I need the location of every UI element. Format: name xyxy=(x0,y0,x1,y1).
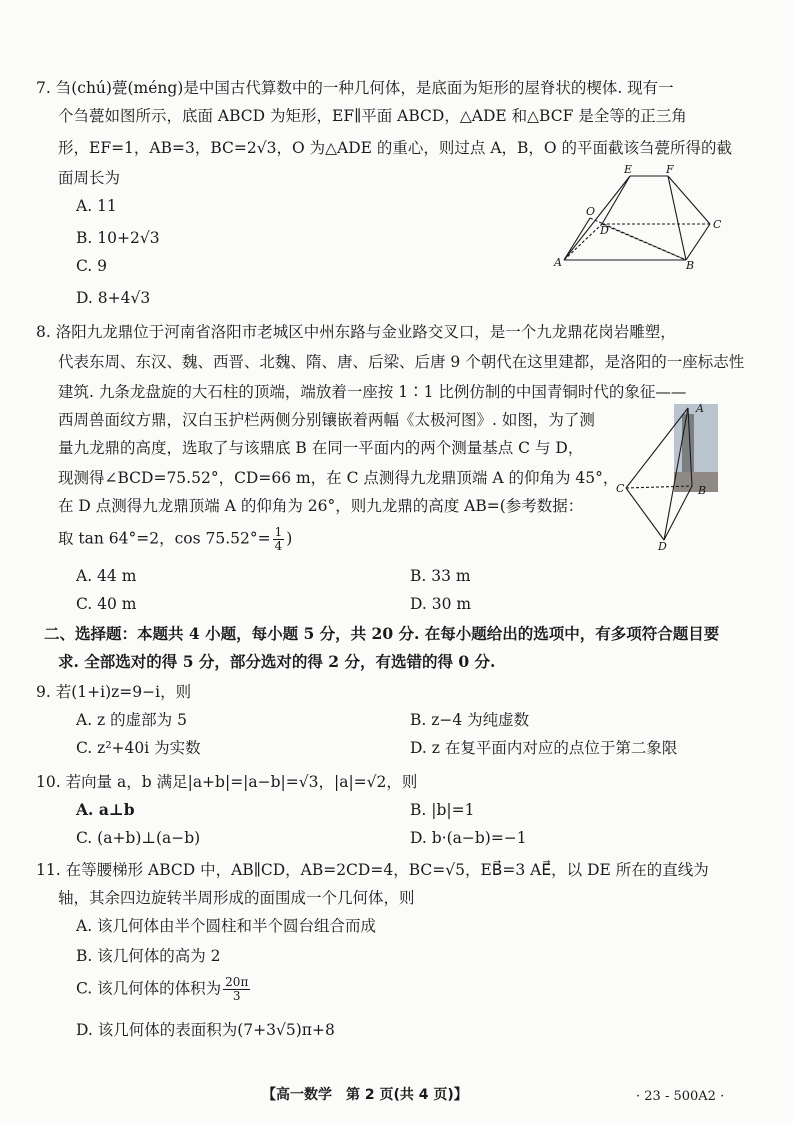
q8-option-c: C. 40 m xyxy=(76,595,137,613)
q7-line-4: 面周长为 xyxy=(58,169,121,187)
q8-reference-text: 取 tan 64°=2，cos 75.52°= xyxy=(58,529,271,548)
q9-option-c: C. z²+40i 为实数 xyxy=(76,739,201,757)
q8-line-5: 量九龙鼎的高度，选取了与该鼎底 B 在同一平面内的两个测量基点 C 与 D， xyxy=(58,439,584,457)
footer-code: · 23 - 500A2 · xyxy=(636,1089,725,1104)
q8-option-a: A. 44 m xyxy=(76,567,137,585)
q10-option-c: C. (a+b)⊥(a−b) xyxy=(76,829,201,847)
q9-stem: 9. 若(1+i)z=9−i，则 xyxy=(36,683,192,701)
q10-stem: 10. 若向量 a，b 满足|a+b|=|a−b|=√3，|a|=√2，则 xyxy=(36,773,418,791)
q8-line-3: 建筑. 九条龙盘旋的大石柱的顶端，端放着一座按 1∶1 比例仿制的中国青铜时代的象征—— xyxy=(58,383,687,401)
q11-option-c-fraction xyxy=(223,976,250,1003)
q8-photo-base xyxy=(674,472,718,492)
q8-label-c: C xyxy=(616,482,625,495)
q8-line-1: 8. 洛阳九龙鼎位于河南省洛阳市老城区中州东路与金业路交叉口，是一个九龙鼎花岗岩雕塑， xyxy=(36,323,676,341)
q7-label-d: D xyxy=(600,224,609,237)
q8-option-d: D. 30 m xyxy=(410,595,472,613)
section-2-line-1: 二、选择题：本题共 4 小题，每小题 5 分，共 20 分. 在每小题给出的选项中，有多项符合题目要 xyxy=(44,624,720,643)
q8-label-a: A xyxy=(696,402,704,415)
q7-option-a: A. 11 xyxy=(76,197,117,215)
q9-option-a: A. z 的虚部为 5 xyxy=(76,711,187,729)
q7-line-3: 形，EF=1，AB=3，BC=2√3，O 为△ADE 的重心，则过点 A，B，O 的平面截该刍甍所得的截 xyxy=(58,139,733,157)
q10-option-d: D. b·(a−b)=−1 xyxy=(410,829,527,847)
q8-line-8 xyxy=(58,526,292,553)
q11-line-1: 11. 在等腰梯形 ABCD 中，AB∥CD，AB=2CD=4，BC=√5，EB⃗=3 AE⃗，以 DE 所在的直线为 xyxy=(36,861,709,879)
q8-label-d: D xyxy=(658,540,667,552)
q11-option-c-num: 20π xyxy=(225,975,249,989)
q9-option-d: D. z 在复平面内对应的点位于第二象限 xyxy=(410,739,678,757)
q8-line-2: 代表东周、东汉、魏、西晋、北魏、隋、唐、后梁、后唐 9 个朝代在这里建都，是洛阳的一座标志性 xyxy=(58,353,745,371)
q7-label-a: A xyxy=(554,256,562,269)
q8-line-6: 现测得∠BCD=75.52°，CD=66 m，在 C 点测得九龙鼎顶端 A 的仰角为 45°， xyxy=(58,469,619,487)
q7-line-2: 个刍甍如图所示，底面 ABCD 为矩形，EF∥平面 ABCD，△ADE 和△BCF 是全等的正三角 xyxy=(58,107,687,125)
q10-option-a: A. a⊥b xyxy=(76,800,135,819)
q11-option-c xyxy=(76,976,252,1003)
q11-option-a: A. 该几何体由半个圆柱和半个圆台组合而成 xyxy=(76,917,377,935)
section-2-line-2: 求. 全部选对的得 5 分，部分选对的得 2 分，有选错的得 0 分. xyxy=(58,652,496,671)
q9-option-b: B. z−4 为纯虚数 xyxy=(410,711,530,729)
q8-option-b: B. 33 m xyxy=(410,567,471,585)
q8-closing-paren: ) xyxy=(286,529,293,548)
q7-label-b: B xyxy=(686,259,695,272)
q7-label-f: F xyxy=(666,163,674,176)
q8-figure-pyramid xyxy=(612,402,722,552)
q11-option-c-den: 3 xyxy=(232,989,241,1003)
q8-line-4: 西周兽面纹方鼎，汉白玉护栏两侧分别镶嵌着两幅《太极河图》. 如图，为了测 xyxy=(58,411,595,429)
q7-line-1: 7. 刍(chú)甍(méng)是中国古代算数中的一种几何体，是底面为矩形的屋脊状的楔体. 现有一 xyxy=(36,79,674,97)
q8-fraction-num: 1 xyxy=(274,525,283,539)
q11-option-b: B. 该几何体的高为 2 xyxy=(76,947,221,965)
q11-line-2: 轴，其余四边旋转半周形成的面围成一个几何体，则 xyxy=(58,889,415,907)
q7-option-d: D. 8+4√3 xyxy=(76,289,151,307)
q10-option-b: B. |b|=1 xyxy=(410,801,475,819)
q8-fraction-den: 4 xyxy=(274,539,283,553)
q7-label-o: O xyxy=(586,205,596,218)
q11-option-d: D. 该几何体的表面积为(7+3√5)π+8 xyxy=(76,1021,335,1039)
q7-option-c: C. 9 xyxy=(76,257,108,275)
q7-label-e: E xyxy=(624,163,633,176)
q11-option-c-text: C. 该几何体的体积为 xyxy=(76,979,222,998)
footer-page-info: 【高一数学 第 2 页(共 4 页)】 xyxy=(262,1087,468,1103)
q7-label-c: C xyxy=(713,218,722,231)
q7-option-b: B. 10+2√3 xyxy=(76,229,160,247)
q8-line-7: 在 D 点测得九龙鼎顶端 A 的仰角为 26°，则九龙鼎的高度 AB=(参考数据： xyxy=(58,497,584,515)
q7-figure-wedge xyxy=(550,160,730,272)
q8-label-b: B xyxy=(698,484,707,497)
q8-fraction xyxy=(273,526,285,553)
